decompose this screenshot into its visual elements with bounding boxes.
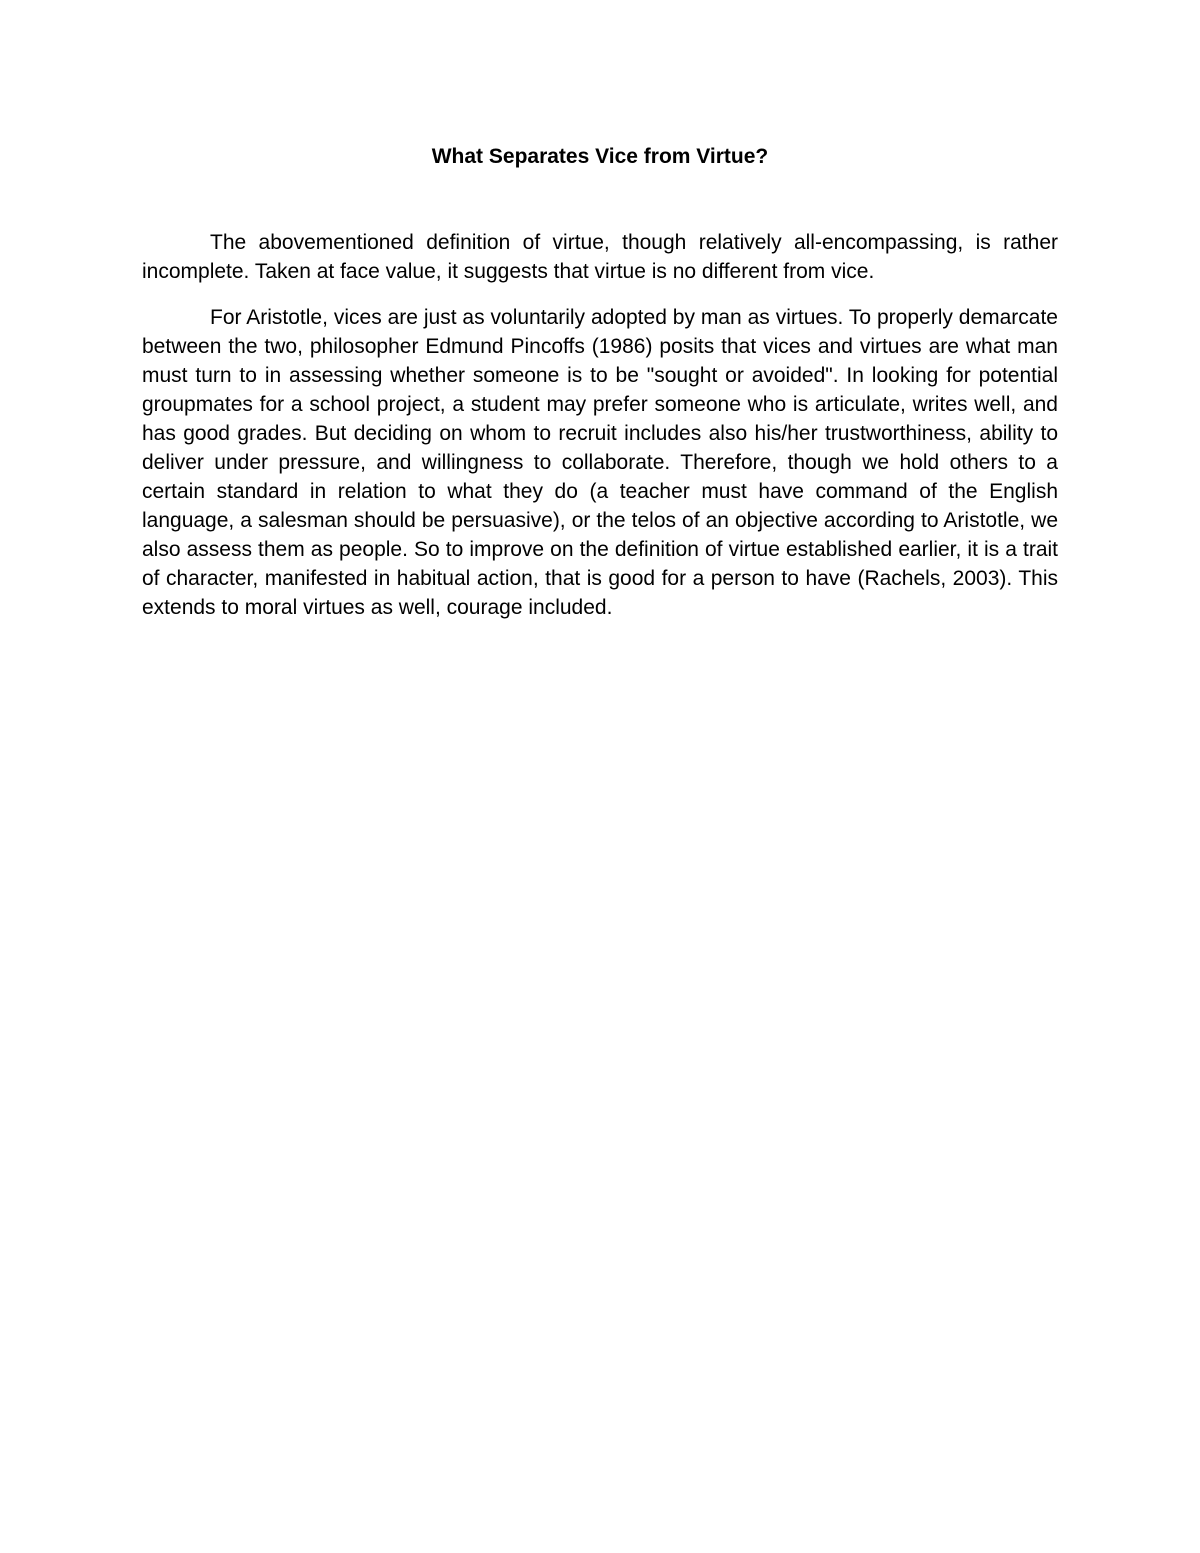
- paragraph-2: For Aristotle, vices are just as voluntarily adopted by man as virtues. To properly demarcate between the two, philosopher Edmund Pincoffs (1986) posits that vices and virtues are what man must turn to in assessing whether someone is to be "sought or avoided". In looking for potential groupmates for a school project, a student may prefer someone who is articulate, writes well, and has good grades. But deciding on whom to recruit includes also his/her trustworthiness, ability to deliver under pressure, and willingness to collaborate. Therefore, though we hold others to a certain standard in relation to what they do (a teacher must have command of the English language, a salesman should be persuasive), or the telos of an objective according to Aristotle, we also assess them as people. So to improve on the definition of virtue established earlier, it is a trait of character, manifested in habitual action, that is good for a person to have (Rachels, 2003). This extends to moral virtues as well, courage included.: [142, 306, 1058, 619]
- document-body: [142, 228, 1058, 639]
- document-title: What Separates Vice from Virtue?: [431, 145, 769, 168]
- paragraph-1: The abovementioned definition of virtue, though relatively all-encompassing, is rather incomplete. Taken at face value, it suggests that virtue is no different from vice.: [142, 231, 1058, 283]
